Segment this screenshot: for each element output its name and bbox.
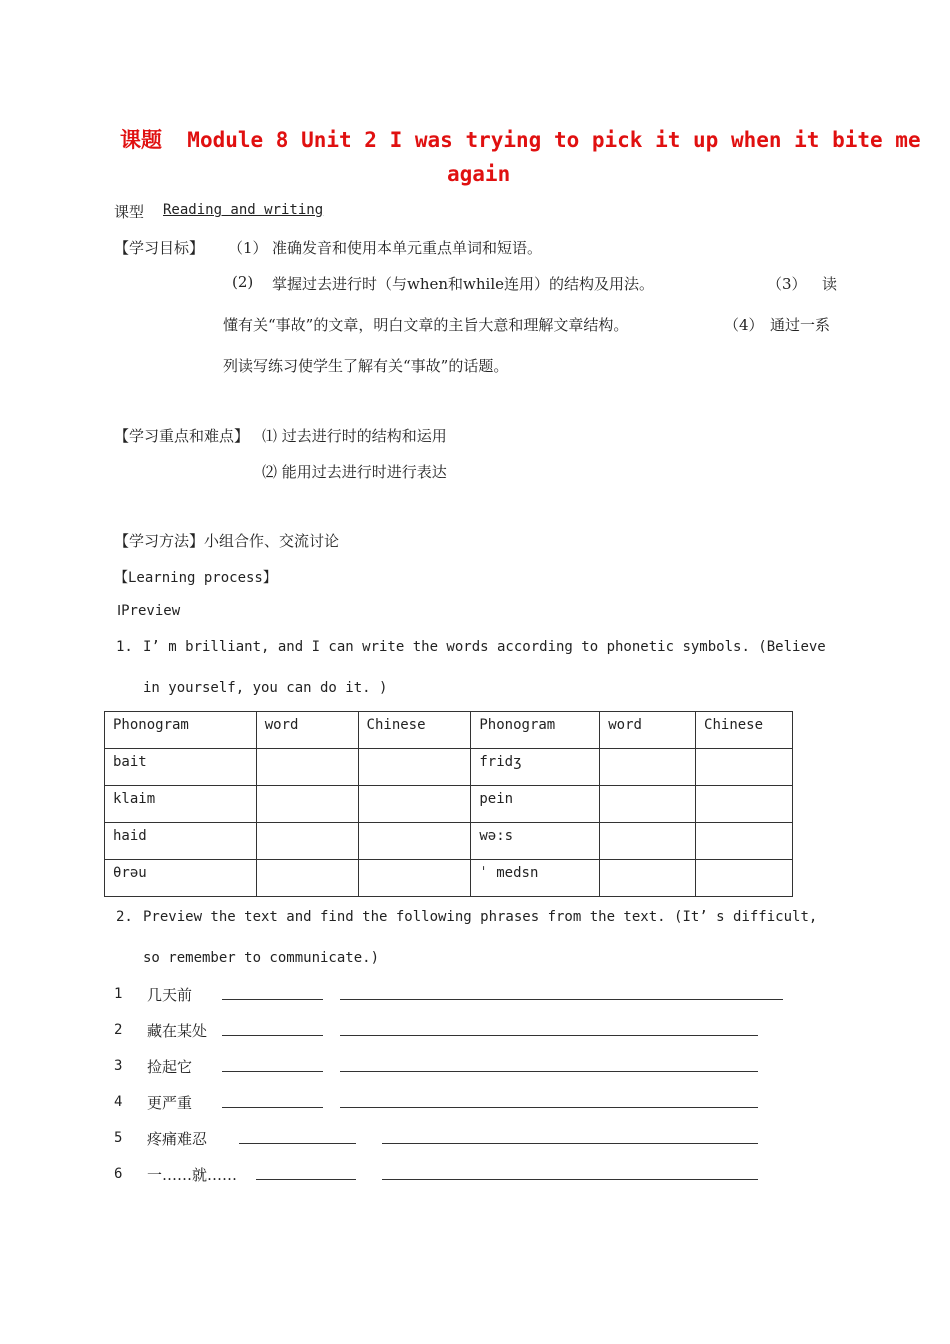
- objective-3-num: （3）: [767, 275, 807, 293]
- answer-blank-short[interactable]: [222, 1071, 323, 1072]
- table-row: [105, 786, 793, 823]
- phonogram-cell: fridʒ: [471, 749, 600, 786]
- header-chinese: Chinese: [358, 712, 471, 749]
- answer-blank-long[interactable]: [382, 1143, 758, 1144]
- phonogram-cell: θrəu: [105, 860, 257, 897]
- answer-blank-long[interactable]: [340, 1107, 758, 1108]
- answer-blank-short[interactable]: [222, 1035, 323, 1036]
- method-value: 小组合作、交流讨论: [204, 532, 340, 550]
- objective-4-num: （4）: [724, 316, 764, 334]
- table-header-row: [105, 712, 793, 749]
- answer-blank-short[interactable]: [222, 999, 323, 1000]
- phrase-num: 5: [114, 1130, 123, 1146]
- task-2-text-a: Preview the text and find the following phrases from the text. (It’ s difficult,: [143, 909, 818, 925]
- objective-1-text: 准确发音和使用本单元重点单词和短语。: [272, 239, 543, 257]
- phonogram-cell: pein: [471, 786, 600, 823]
- lesson-type-label: 课型: [114, 203, 145, 221]
- header-word: word: [256, 712, 358, 749]
- lesson-type-value: Reading and writing: [163, 202, 324, 218]
- phrase-text: 疼痛难忍: [147, 1130, 208, 1148]
- phrase-text: 更严重: [147, 1094, 193, 1112]
- task-1-num: 1.: [116, 639, 133, 655]
- title-prefix: 课题: [120, 128, 162, 152]
- objective-4-text-end: 列读写练习使学生了解有关“事故”的话题。: [223, 357, 509, 375]
- word-cell[interactable]: [600, 823, 696, 860]
- phrase-num: 3: [114, 1058, 123, 1074]
- phrase-text: 一……就……: [147, 1166, 238, 1184]
- title-line-1: [120, 124, 921, 154]
- table-row: [105, 749, 793, 786]
- header-chinese: Chinese: [696, 712, 793, 749]
- header-phonogram: Phonogram: [471, 712, 600, 749]
- method-line: [114, 530, 339, 551]
- phrase-num: 4: [114, 1094, 123, 1110]
- chinese-cell[interactable]: [358, 786, 471, 823]
- phrase-text: 几天前: [147, 986, 193, 1004]
- objective-3-text-end: 懂有关“事故”的文章，明白文章的主旨大意和理解文章结构。: [223, 316, 629, 334]
- header-word: word: [600, 712, 696, 749]
- chinese-cell[interactable]: [358, 860, 471, 897]
- objective-3-text-start: 读: [822, 275, 838, 293]
- key-point-2: ⑵ 能用过去进行时进行表达: [262, 463, 447, 481]
- key-points-label: 【学习重点和难点】: [114, 427, 250, 445]
- task-1-text-b: in yourself, you can do it. ): [143, 680, 388, 696]
- word-cell[interactable]: [600, 786, 696, 823]
- table-row: [105, 860, 793, 897]
- objective-2-num: (2): [232, 273, 254, 291]
- answer-blank-short[interactable]: [256, 1179, 356, 1180]
- phrase-num: 2: [114, 1022, 123, 1038]
- preview-heading: ⅠPreview: [117, 603, 181, 619]
- task-1-text-a: I’ m brilliant, and I can write the words according to phonetic symbols. (Believe: [143, 639, 826, 655]
- objective-1-num: （1）: [228, 239, 268, 257]
- table-row: [105, 823, 793, 860]
- chinese-cell[interactable]: [696, 860, 793, 897]
- answer-blank-long[interactable]: [340, 1071, 758, 1072]
- header-phonogram: Phonogram: [105, 712, 257, 749]
- phonogram-cell: haid: [105, 823, 257, 860]
- word-cell[interactable]: [256, 786, 358, 823]
- phonogram-cell: bait: [105, 749, 257, 786]
- chinese-cell[interactable]: [358, 823, 471, 860]
- phonogram-cell: wə:s: [471, 823, 600, 860]
- answer-blank-long[interactable]: [340, 999, 783, 1000]
- phrase-num: 1: [114, 986, 123, 1002]
- chinese-cell[interactable]: [696, 823, 793, 860]
- title-text: Module 8 Unit 2 I was trying to pick it up when it bite me: [187, 128, 921, 152]
- objective-4-text-start: 通过一系: [770, 316, 831, 334]
- answer-blank-short[interactable]: [222, 1107, 323, 1108]
- word-cell[interactable]: [600, 749, 696, 786]
- chinese-cell[interactable]: [696, 749, 793, 786]
- objectives-label: 【学习目标】: [114, 239, 205, 257]
- word-cell[interactable]: [256, 823, 358, 860]
- word-cell[interactable]: [600, 860, 696, 897]
- word-cell[interactable]: [256, 749, 358, 786]
- title-line-2: again: [447, 162, 511, 186]
- key-point-1: ⑴ 过去进行时的结构和运用: [262, 427, 447, 445]
- phonogram-cell: klaim: [105, 786, 257, 823]
- answer-blank-short[interactable]: [239, 1143, 356, 1144]
- objective-2-text: 掌握过去进行时（与when和while连用）的结构及用法。: [272, 275, 655, 293]
- phrase-num: 6: [114, 1166, 123, 1182]
- learning-process-heading: 【Learning process】: [114, 570, 277, 586]
- chinese-cell[interactable]: [358, 749, 471, 786]
- phrase-text: 捡起它: [147, 1058, 193, 1076]
- chinese-cell[interactable]: [696, 786, 793, 823]
- word-cell[interactable]: [256, 860, 358, 897]
- phonogram-table: [104, 711, 793, 897]
- task-2-num: 2.: [116, 909, 133, 925]
- answer-blank-long[interactable]: [382, 1179, 758, 1180]
- method-label: 【学习方法】: [114, 532, 205, 550]
- task-2-text-b: so remember to communicate.): [143, 950, 380, 966]
- phrase-text: 藏在某处: [147, 1022, 208, 1040]
- answer-blank-long[interactable]: [340, 1035, 758, 1036]
- phonogram-cell: ˈ medsn: [471, 860, 600, 897]
